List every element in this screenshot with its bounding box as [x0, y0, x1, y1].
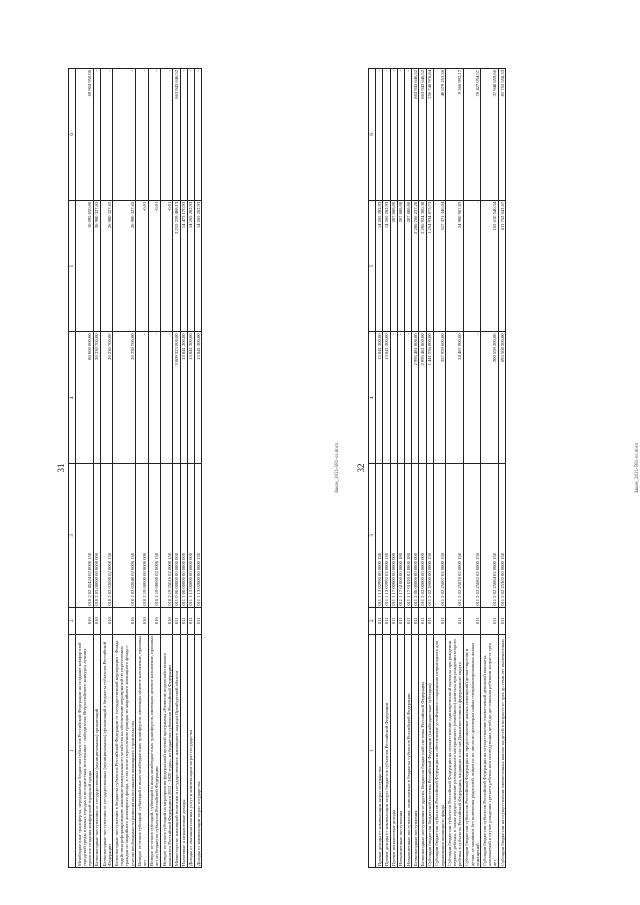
row-unexecuted-amount-cell: -	[376, 69, 383, 201]
column-header: 5	[69, 200, 76, 332]
row-approved-amount-cell: 1 441 256 800,00	[426, 332, 433, 464]
row-approved-amount-cell: -	[148, 332, 160, 464]
row-admin-code-cell: 010	[101, 607, 113, 634]
table-row	[397, 69, 404, 868]
row-name-cell: Безвозмездные поступления от государственных (муниципальных) организаций	[93, 634, 100, 867]
row-executed-amount-cell: 24 900 907,83	[446, 200, 464, 332]
revenue-table	[68, 68, 202, 868]
column-header: 2	[69, 607, 76, 634]
row-name-cell: Субсидии бюджетам бюджетной системы Российской Федерации (межбюджетные субсидии)	[426, 634, 433, 867]
row-name-cell: Субсидии бюджетам субъектов Российской Федерации на предоставление жилых помещений детям-сиротам и детям, оставшимся без попечения родителей, лицам из их числа по договорам найма специализированных жилых помещений	[463, 634, 481, 867]
row-name-cell: Безвозмездные поступления в бюджеты субъектов Российской Федерации от государственной корпорации - Фонда содействия реформированию жилищно-коммунального хозяйства на обеспечение мероприятий по переселению граждан из аварийного жилищного фонда, в том числе переселению граждан из аварийного жилищного фонда с учетом необходимости развития малоэтажного жилищного строительства	[113, 634, 136, 867]
row-name-cell: Безвозмездные поступления от других бюджетов бюджетной системы Российской Федерации	[419, 634, 426, 867]
row-budget-code-cell: 011 2 00 00000 00 0000 000	[412, 464, 419, 608]
row-approved-amount-cell: -	[405, 332, 412, 464]
table-row	[76, 69, 94, 868]
row-budget-code-cell: 011 1 17 01020 02 0000 180	[405, 464, 412, 608]
row-admin-code-cell: 011	[180, 607, 187, 634]
column-header: 3	[369, 464, 376, 608]
row-admin-code-cell: 011	[419, 607, 426, 634]
row-admin-code-cell: 011	[405, 607, 412, 634]
row-unexecuted-amount-cell: -	[101, 69, 113, 201]
table-header-row	[69, 69, 76, 868]
row-admin-code-cell: 010	[148, 607, 160, 634]
row-unexecuted-amount-cell: -	[113, 69, 136, 201]
column-header: 4	[369, 332, 376, 464]
row-name-cell: Доходы от оказания платных услуг и компенсации затрат государства	[187, 634, 194, 867]
row-budget-code-cell: 011 2 02 25007 02 0000 150	[433, 464, 445, 608]
table-row	[390, 69, 397, 868]
row-budget-code-cell: 011 2 02 25082 02 0000 150	[463, 464, 481, 608]
row-executed-amount-cell: 2 215 239 408,13	[173, 200, 180, 332]
column-header: 6	[69, 69, 76, 201]
page-footer: Закон_2021-581-оз.docx	[335, 442, 340, 494]
column-header: 6	[369, 69, 376, 201]
row-executed-amount-cell: 2 200 766 237,20	[412, 200, 419, 332]
row-admin-code-cell: 010	[161, 607, 173, 634]
row-budget-code-cell: 011 2 02 25302 00 0000 150	[499, 464, 506, 608]
row-unexecuted-amount-cell: 69 904 950,00	[76, 69, 94, 201]
row-unexecuted-amount-cell: -	[180, 69, 187, 201]
row-approved-amount-cell: -	[161, 332, 173, 464]
row-executed-amount-cell: -0,01	[148, 200, 160, 332]
row-admin-code-cell: 010	[93, 607, 100, 634]
table-row	[161, 69, 173, 868]
row-unexecuted-amount-cell: -	[405, 69, 412, 201]
table-row	[419, 69, 426, 868]
row-name-cell: Возврат остатков субсидий на мероприятия федеральной целевой программы «Развитие водохозяйственного комплекса Российской Федерации в 2012 - 2020 годах» из бюджетов субъектов Российской Федерации	[161, 634, 173, 867]
row-name-cell: Невыясненные поступления	[397, 634, 404, 867]
row-approved-amount-cell: -	[397, 332, 404, 464]
row-executed-amount-cell: 26 980 327,65	[93, 200, 100, 332]
row-unexecuted-amount-cell: -	[397, 69, 404, 201]
row-budget-code-cell: 010 2 19 25016 02 0000 150	[161, 464, 173, 608]
row-executed-amount-cell: -	[463, 200, 481, 332]
row-budget-code-cell: 010 2 19 00000 00 0000 000	[136, 464, 148, 608]
row-executed-amount-cell: 14 265 282,93	[195, 200, 202, 332]
row-unexecuted-amount-cell: -	[161, 69, 173, 201]
column-header: 5	[369, 200, 376, 332]
page-footer: Закон_2021-581-оз.docx	[635, 442, 640, 494]
row-unexecuted-amount-cell: -	[136, 69, 148, 201]
row-budget-code-cell: 011 0 00 00000 00 0000 000	[173, 464, 180, 608]
column-header: 3	[69, 464, 76, 608]
table-row	[113, 69, 136, 868]
row-admin-code-cell: 011	[383, 607, 390, 634]
row-budget-code-cell: 011 1 17 01000 00 0000 180	[397, 464, 404, 608]
row-admin-code-cell: 011	[390, 607, 397, 634]
row-name-cell: Субсидии бюджетам на осуществление ежемесячных выплат на детей в возрасте от трех до семи лет включительно	[499, 634, 506, 867]
row-executed-amount-cell: 207 888,00	[397, 200, 404, 332]
row-unexecuted-amount-cell: -	[187, 69, 194, 201]
table-row	[463, 69, 481, 868]
table-row	[187, 69, 194, 868]
row-approved-amount-cell: 2 995 481 800,00	[419, 332, 426, 464]
table-row	[173, 69, 180, 868]
row-budget-code-cell: 010 2 03 02000 02 0000 150	[101, 464, 113, 608]
row-unexecuted-amount-cell: -	[148, 69, 160, 201]
row-admin-code-cell: 011	[376, 607, 383, 634]
row-admin-code-cell: 011	[195, 607, 202, 634]
row-unexecuted-amount-cell: 256 748 978,84	[426, 69, 433, 201]
row-budget-code-cell: 010 2 03 02040 02 0000 150	[113, 464, 136, 608]
row-approved-amount-cell: -	[390, 332, 397, 464]
table-row	[180, 69, 187, 868]
row-budget-code-cell: 011 2 02 00000 00 0000 000	[419, 464, 426, 608]
row-name-cell: Безвозмездные поступления от государственных (муниципальных) организаций в бюджеты субъектов Российской Федерации	[101, 634, 113, 867]
row-executed-amount-cell: 14 265 282,93	[187, 200, 194, 332]
document-page-31	[56, 68, 340, 868]
column-header: 1	[69, 634, 76, 867]
row-name-cell: Прочие доходы от компенсации затрат бюджетов субъектов Российской Федерации	[383, 634, 390, 867]
row-executed-amount-cell: 207 888,00	[405, 200, 412, 332]
table-row	[101, 69, 113, 868]
row-budget-code-cell: 011 1 13 02000 00 0000 130	[195, 464, 202, 608]
table-body	[76, 69, 202, 868]
row-approved-amount-cell: 693 508 200,00	[499, 332, 506, 464]
row-name-cell: Субсидии бюджетам субъектов Российской Федерации на обеспечение устойчивого сокращения непригодного для проживания жилищного фонда	[433, 634, 445, 867]
row-unexecuted-amount-cell: -	[195, 69, 202, 201]
row-budget-code-cell: 011 2 02 20000 00 0000 150	[426, 464, 433, 608]
row-admin-code-cell: 010	[113, 607, 136, 634]
row-budget-code-cell: 010 2 19 00000 02 0000 150	[148, 464, 160, 608]
document-page-32	[356, 68, 640, 868]
row-admin-code-cell: 011	[173, 607, 180, 634]
row-unexecuted-amount-cell: -	[383, 69, 390, 201]
row-approved-amount-cell: 200 559 200,00	[481, 332, 499, 464]
row-approved-amount-cell: 13 841 200,00	[383, 332, 390, 464]
page-number: 32	[356, 463, 366, 473]
table-row	[148, 69, 160, 868]
row-name-cell: Субсидии бюджетам субъектов Российской Федерации на осуществление ежемесячной денежной выплаты, назначаемой в случае рождения третьего ребенка или последующих детей до достижения ребенком возраста трех лет	[481, 634, 499, 867]
row-approved-amount-cell: 34 467 900,00	[446, 332, 464, 464]
table-row	[136, 69, 148, 868]
row-unexecuted-amount-cell: 40 579 253,36	[433, 69, 445, 201]
row-name-cell: Прочие доходы от компенсации затрат государства	[376, 634, 383, 867]
row-budget-code-cell: 011 1 17 00000 00 0000 000	[390, 464, 397, 608]
table-row	[376, 69, 383, 868]
row-unexecuted-amount-cell: 37 948 659,66	[481, 69, 499, 201]
row-budget-code-cell: 011 1 13 00000 00 0000 000	[187, 464, 194, 608]
table-row	[426, 69, 433, 868]
row-unexecuted-amount-cell: 863 943 646,52	[412, 69, 419, 201]
row-executed-amount-cell: 14 473 170,93	[180, 200, 187, 332]
table-row	[383, 69, 390, 868]
row-admin-code-cell: 011	[446, 607, 464, 634]
row-budget-code-cell: 011 1 13 02990 00 0000 130	[376, 464, 383, 608]
table-row	[93, 69, 100, 868]
row-unexecuted-amount-cell: -	[390, 69, 397, 201]
table-row	[499, 69, 506, 868]
row-executed-amount-cell: 1 254 934 875,73	[426, 200, 433, 332]
row-approved-amount-cell: 20 230 700,00	[113, 332, 136, 464]
row-admin-code-cell: 011	[426, 607, 433, 634]
row-budget-code-cell: 011 1 00 00000 00 0000 000	[180, 464, 187, 608]
table-row	[433, 69, 445, 868]
row-unexecuted-amount-cell: 863 943 646,52	[173, 69, 180, 201]
row-admin-code-cell: 010	[136, 607, 148, 634]
row-name-cell: Доходы от компенсации затрат государства	[195, 634, 202, 867]
row-admin-code-cell: 011	[433, 607, 445, 634]
row-name-cell: Межбюджетные трансферты, передаваемые бюджетам субъектов Российской Федерации на создание комфортной городской среды в малых городах и исторических поселениях - победителях Всероссийского конкурса лучших проектов создания комфортной городской среды	[76, 634, 94, 867]
row-executed-amount-cell: 14 265 282,93	[376, 200, 383, 332]
row-name-cell: Налоговые и неналоговые доходы	[180, 634, 187, 867]
row-approved-amount-cell: 20 230 700,00	[101, 332, 113, 464]
table-header-row	[369, 69, 376, 868]
row-budget-code-cell: 011 2 02 25078 02 0000 150	[446, 464, 464, 608]
row-admin-code-cell: 011	[463, 607, 481, 634]
row-admin-code-cell: 011	[412, 607, 419, 634]
row-name-cell: Возврат остатков субсидий, субвенций и иных межбюджетных трансфертов, имеющих целевое назначение, прошлых лет	[136, 635, 147, 866]
table-row	[405, 69, 412, 868]
row-executed-amount-cell: 26 980 327,65	[101, 200, 113, 332]
row-approved-amount-cell: 13 841 200,00	[187, 332, 194, 464]
row-approved-amount-cell: 20 230 700,00	[93, 332, 100, 464]
revenue-table	[368, 68, 506, 868]
row-admin-code-cell: 011	[481, 607, 499, 634]
row-unexecuted-amount-cell: -	[93, 69, 100, 201]
row-admin-code-cell: 011	[397, 607, 404, 634]
row-executed-amount-cell: 162 610 540,34	[481, 200, 499, 332]
row-approved-amount-cell: 13 841 200,00	[376, 332, 383, 464]
row-approved-amount-cell: -	[136, 332, 148, 464]
row-unexecuted-amount-cell: 863 943 646,52	[419, 69, 426, 201]
row-name-cell: Субсидии бюджетам субъектов Российской Федерации на осуществление единовременной выплаты при рождении первого ребенка, в также предоставление регионального материнского (семейного) капитала при рождении второго ребенка в субъектах Российской Федерации, входящих в состав Дальневосточного федерального округа	[446, 634, 464, 867]
row-executed-amount-cell: 317 371 346,64	[433, 200, 445, 332]
row-executed-amount-cell: -0,01	[161, 200, 173, 332]
row-approved-amount-cell: 13 841 200,00	[180, 332, 187, 464]
row-unexecuted-amount-cell: 81 755 558,33	[499, 69, 506, 201]
table-row	[195, 69, 202, 868]
column-header: 2	[369, 607, 376, 634]
table-body	[376, 69, 506, 868]
row-unexecuted-amount-cell: 9 566 992,17	[446, 69, 464, 201]
row-approved-amount-cell: 3 009 323 000,00	[173, 332, 180, 464]
row-name-cell: Безвозмездные поступления	[412, 634, 419, 867]
row-admin-code-cell: 011	[499, 607, 506, 634]
row-executed-amount-cell: 207 888,00	[390, 200, 397, 332]
table-row	[481, 69, 499, 868]
row-approved-amount-cell: 357 959 600,00	[433, 332, 445, 464]
row-executed-amount-cell: 26 980 327,65	[113, 200, 136, 332]
row-executed-amount-cell: 14 265 282,93	[383, 200, 390, 332]
column-header: 1	[369, 634, 376, 867]
table-row	[412, 69, 419, 868]
row-approved-amount-cell: 13 841 200,00	[195, 332, 202, 464]
row-name-cell: Прочие неналоговые доходы	[390, 634, 397, 867]
row-budget-code-cell: 010 2 02 45424 02 0000 150	[76, 464, 94, 608]
row-executed-amount-cell: 10 095 050,00	[76, 200, 94, 332]
row-approved-amount-cell: 80 000 000,00	[76, 332, 94, 464]
page-number: 31	[56, 463, 66, 473]
row-approved-amount-cell: -	[463, 332, 481, 464]
row-name-cell: Возврат остатков субсидий, субвенций и иных межбюджетных трансфертов, имеющих целевое назначение, прошлых лет из бюджетов субъектов Российской Федерации	[149, 635, 160, 866]
row-executed-amount-cell: -0,01	[136, 200, 148, 332]
row-unexecuted-amount-cell: 70 427 054,57	[463, 69, 481, 201]
row-executed-amount-cell: 611 752 641,67	[499, 200, 506, 332]
table-row	[446, 69, 464, 868]
row-name-cell: Невыясненные поступления, зачисляемые в бюджеты субъектов Российской Федерации	[405, 634, 412, 867]
row-budget-code-cell: 010 2 03 00000 00 0000 000	[93, 464, 100, 608]
row-budget-code-cell: 011 1 13 02992 02 0000 130	[383, 464, 390, 608]
row-admin-code-cell: 011	[187, 607, 194, 634]
row-name-cell: Министерство жилищной политики и государственного жилищного надзора Оренбургской области	[173, 634, 180, 867]
row-budget-code-cell: 011 2 02 25084 02 0000 150	[481, 464, 499, 608]
row-executed-amount-cell: 2 206 924 300,38	[419, 200, 426, 332]
row-approved-amount-cell: 2 995 481 800,00	[412, 332, 419, 464]
column-header: 4	[69, 332, 76, 464]
row-admin-code-cell: 010	[76, 607, 94, 634]
